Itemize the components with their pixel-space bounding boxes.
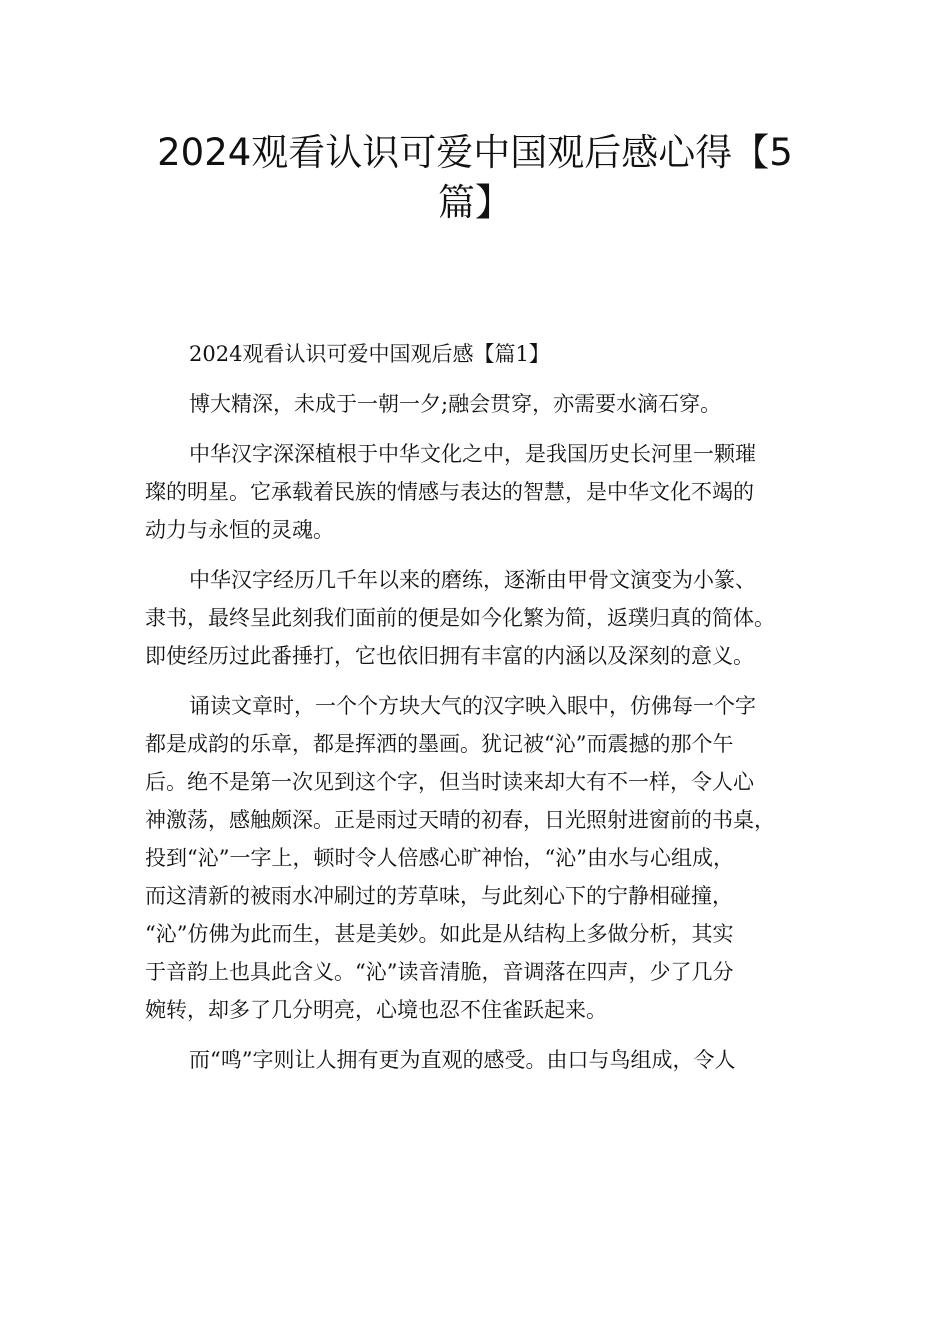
document-title <box>120 128 830 228</box>
paragraph <box>145 1041 810 1079</box>
section-heading <box>145 335 810 373</box>
document-body <box>145 335 810 1079</box>
text-line: 璨的明星。它承载着民族的情感与表达的智慧，是中华文化不竭的 <box>145 480 754 504</box>
text-line: 隶书，最终呈此刻我们面前的便是如今化繁为简，返璞归真的简体。 <box>145 606 775 630</box>
text-line: 而“鸣”字则让人拥有更为直观的感受。由口与鸟组成，令人 <box>189 1048 736 1072</box>
text-line: 神激荡，感触颇深。正是雨过天晴的初春，日光照射进窗前的书桌， <box>145 808 775 832</box>
text-line: 都是成韵的乐章，都是挥洒的墨画。犹记被“沁”而震撼的那个午 <box>145 732 734 756</box>
text-line: 诵读文章时，一个个方块大气的汉字映入眼中，仿佛每一个字 <box>189 694 756 718</box>
title-line-2: 篇】 <box>438 181 512 224</box>
text-line: 中华汉字深深植根于中华文化之中，是我国历史长河里一颗璀 <box>189 442 756 466</box>
text-line: 于音韵上也具此含义。“沁”读音清脆，音调落在四声，少了几分 <box>145 960 734 984</box>
text-line: 2024观看认识可爱中国观后感【篇1】 <box>189 342 550 366</box>
paragraph <box>145 561 810 675</box>
paragraph <box>145 687 810 1029</box>
text-line: 而这清新的被雨水冲刷过的芳草味，与此刻心下的宁静相碰撞， <box>145 884 733 908</box>
paragraph <box>145 385 810 423</box>
text-line: 婉转，却多了几分明亮，心境也忍不住雀跃起来。 <box>145 998 607 1022</box>
title-line-1: 2024观看认识可爱中国观后感心得【5 <box>157 131 793 174</box>
text-line: 后。绝不是第一次见到这个字，但当时读来却大有不一样，令人心 <box>145 770 754 794</box>
paragraph <box>145 435 810 549</box>
text-line: 即使经历过此番捶打，它也依旧拥有丰富的内涵以及深刻的意义。 <box>145 644 754 668</box>
text-line: “沁”仿佛为此而生，甚是美妙。如此是从结构上多做分析，其实 <box>145 922 734 946</box>
text-line: 中华汉字经历几千年以来的磨练，逐渐由甲骨文演变为小篆、 <box>189 568 756 592</box>
text-line: 博大精深，未成于一朝一夕;融会贯穿，亦需要水滴石穿。 <box>189 392 722 416</box>
text-line: 投到“沁”一字上，顿时令人倍感心旷神怡，“沁”由水与心组成， <box>145 846 734 870</box>
text-line: 动力与永恒的灵魂。 <box>145 518 334 542</box>
